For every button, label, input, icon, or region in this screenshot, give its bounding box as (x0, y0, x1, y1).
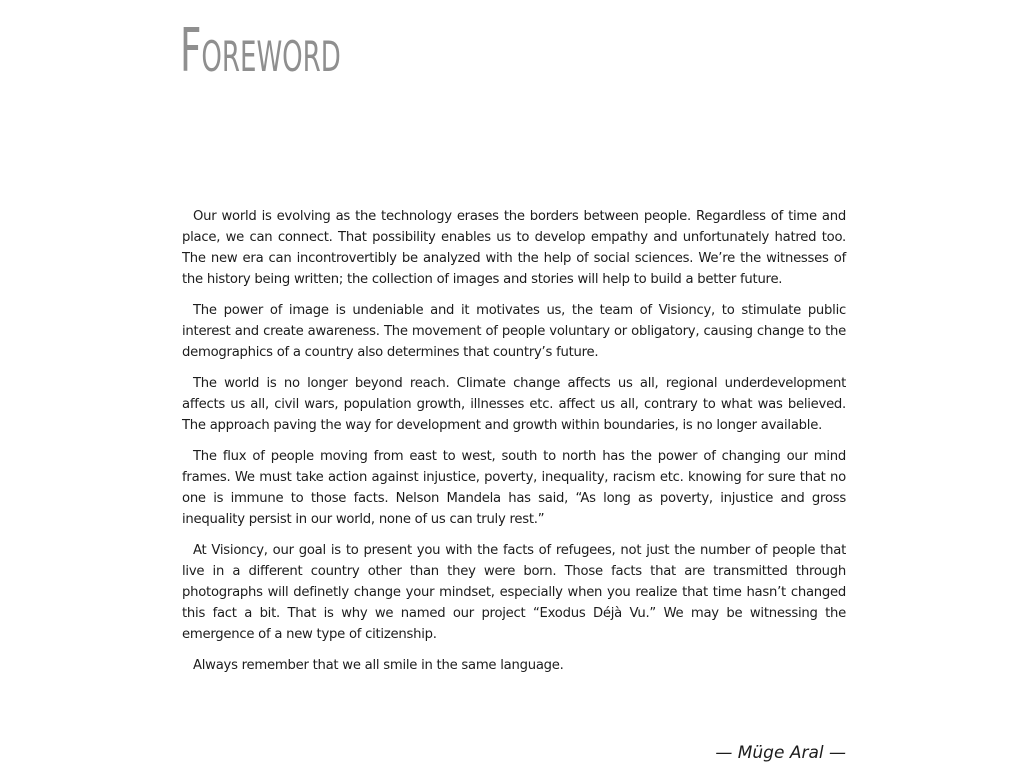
paragraph: The world is no longer beyond reach. Climate change affects us all, regional underdevelopment affects us all, civil wars, population growth, illnesses etc. affect us all, contrary to what was believed. The approach paving the way for development and growth within boundaries, is no longer available. (182, 376, 846, 433)
author-signature: — Müge Aral — (715, 743, 846, 763)
page-title: Foreword (180, 16, 341, 86)
paragraph: The flux of people moving from east to west, south to north has the power of changing our mind frames. We must take action against injustice, poverty, inequality, racism etc. knowing for sure that no one is immune to those facts. Nelson Mandela has said, “As long as poverty, injustice and gross inequality persist in our world, none of us can truly rest.” (182, 449, 846, 527)
paragraph: Our world is evolving as the technology erases the borders between people. Regardless of time and place, we can connect. That possibility enables us to develop empathy and unfortunately hatred too. The new era can incontrovertibly be analyzed with the help of social sciences. We’re the witnesses of the history being written; the collection of images and stories will help to build a better future. (182, 209, 846, 287)
paragraph: Always remember that we all smile in the same language. (193, 658, 564, 673)
paragraph: The power of image is undeniable and it motivates us, the team of Visioncy, to stimulate public interest and create awareness. The movement of people voluntary or obligatory, causing change to the demographics of a country also determines that country’s future. (182, 303, 846, 360)
foreword-body (182, 206, 846, 686)
paragraph: At Visioncy, our goal is to present you with the facts of refugees, not just the number of people that live in a different country other than they were born. Those facts that are transmitted through photographs will definetly change your mindset, especially when you realize that time hasn’t changed this fact a bit. That is why we named our project “Exodus Déjà Vu.” We may be witnessing the emergence of a new type of citizenship. (182, 543, 846, 642)
